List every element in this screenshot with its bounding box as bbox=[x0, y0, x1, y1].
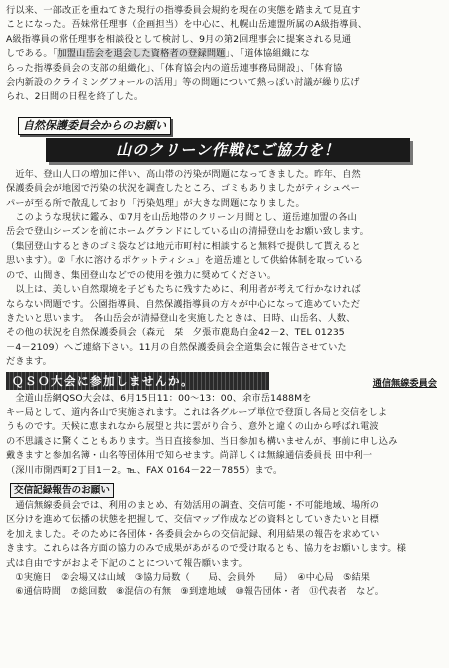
clean-campaign-banner: 山のクリーン作戦にご協力を！ bbox=[46, 138, 410, 162]
newsletter-page bbox=[6, 4, 443, 600]
text-line: 会内新設のクライミングフォールの活用」等の問題について熱っぽい討議が繰り広げ bbox=[6, 77, 360, 89]
qso-paragraph bbox=[6, 392, 443, 478]
spacer bbox=[6, 105, 443, 114]
text-fragment: 」、「道体協組織にな bbox=[225, 48, 310, 60]
text-line: ならない問題です。公園指導員、自然保護指導員の方々が中心になって進めていただ bbox=[6, 298, 361, 310]
text-line: の不思議さに驚くこともあります。当日直接参加、当日参加も構いませんが、事前に申し込み bbox=[6, 435, 398, 447]
text-line: その他の状況を自然保護委員会（森元 栞 夕張市鹿島白金42－2、TEL 01235 bbox=[6, 327, 345, 339]
text-line: 式は自由ですがおよそ下記のことについて報告願います。 bbox=[6, 557, 248, 569]
text-line: （深川市開西町2丁目1－2。℡、FAX 0164－22－7855）まで。 bbox=[6, 464, 283, 476]
text-line: A級指導員の常任理事を相談役として検討し、9月の第2回理事会に提案される見通 bbox=[6, 33, 352, 45]
text-line: うものです。天候に恵まれなから展望と共に雲がり合う、意外と違くの山から呼ばれ電波 bbox=[6, 421, 379, 433]
text-line: られ、2日間の日程を終了した。 bbox=[6, 91, 144, 103]
text-line: を加えました。そのために各団体・各委員会からの交信記録、利用結果の報告を求めてい bbox=[6, 528, 380, 540]
text-line: きます。これらは各方面の協力のみで成果があがるので受け取るとも、協力をお願いします。様 bbox=[6, 543, 407, 555]
text-line: －4－2109）へご連絡下さい。11月の自然保護委員会全道集会に報告させていた bbox=[6, 341, 347, 353]
text-line: 行以来、一部改正を重ねてきた現行の指導委員会規約を現在の実態を踏まえて見直す bbox=[6, 5, 361, 16]
highlighted-phrase: 加盟山岳会を退会した資格者の登録問題 bbox=[57, 48, 226, 60]
text-line: 保護委員会が地図で汚染の状況を調査したところ、ゴミもありましたがティシュペー bbox=[6, 183, 360, 195]
radio-committee-label: 通信無線委員会 bbox=[372, 377, 437, 389]
section-title: 自然保護委員会からのお願い bbox=[18, 117, 171, 135]
log-report-paragraph bbox=[6, 499, 443, 600]
text-line: 全道山岳網QSO大会は、6月15日11：00～13：00、余市岳1488Mを bbox=[6, 392, 312, 404]
text-line: らった指導委員会の支部の組織化」、「体育協会内の道岳連事務局開設」、「体育協 bbox=[6, 62, 343, 74]
text-line: パーが至る所で散乱しており「汚染処理」が大きな問題になりました。 bbox=[6, 197, 305, 209]
text-line: 岳会で登山シーズンを前にホームグランドにしている山の清掃登山をお願い致します。 bbox=[6, 226, 369, 238]
text-line: ことになった。吾妹常任理事（企画担当）を中心に、札幌山岳連盟所属のA級指導員、 bbox=[6, 19, 368, 31]
qso-banner: ＱＳＯ大会に参加しませんか。 bbox=[6, 372, 269, 390]
text-line: きたいと思います。 各山岳会が清掃登山を実施したときは、日時、山岳名、人数、 bbox=[6, 312, 356, 324]
text-line: ⑥通信時間 ⑦総回数 ⑧混信の有無 ⑨到達地域 ⑩報告団体・者 ⑪代表者 など。 bbox=[6, 586, 385, 598]
text-line: キー局として、道内各山で実施されます。これは各グループ単位で登頂し各局と交信をしよ bbox=[6, 406, 388, 418]
text-line: 戴きますと参加名簿・山名等団体用で知らせます。尚詳しくは無線通信委員長 田中利一 bbox=[6, 450, 373, 462]
text-line: だきます。 bbox=[6, 356, 52, 368]
text-line: 通信無線委員会では、利用のまとめ、有効活用の調査、交信可能・不可能地域、場所の bbox=[6, 499, 380, 511]
text-line: 以上は、美しい自然環境を子どもたちに残すために、利用者が考えて行かなければ bbox=[6, 284, 361, 296]
text-line: 近年、登山人口の増加に伴い、高山帯の汚染が問題になってきました。昨年、自然 bbox=[6, 168, 361, 180]
text-line: ①実施日 ②会場又は山域 ③協力局数（ 局、会員外 局） ④中心局 ⑤結果 bbox=[6, 572, 371, 583]
text-line: このような現状に鑑み、①7月を山岳地帯のクリーン月間とし、道岳連加盟の各山 bbox=[6, 212, 357, 224]
text-line: 思います）。②「水に溶けるポケットティシュ」を道岳連として供給体制を取っている bbox=[6, 255, 364, 267]
text-line: 区分けを進めて伝播の状態を把握して、交信マップ作成などの資料としていきたいと目標 bbox=[6, 514, 379, 526]
text-line: （集団登山するときのゴミ袋などは地元市町村に相談すると無料で提供して貰えると bbox=[6, 240, 361, 252]
nature-protection-paragraph bbox=[6, 168, 443, 370]
text-line bbox=[6, 47, 443, 61]
log-report-subheading: 交信記録報告のお願い bbox=[10, 483, 114, 498]
text-fragment: しである。「 bbox=[6, 48, 58, 60]
committee-report-paragraph bbox=[6, 4, 443, 105]
text-line: ので、山間き、集団登山などでの使用を強力に奨めてください。 bbox=[6, 269, 277, 281]
qso-header-row bbox=[6, 372, 443, 392]
